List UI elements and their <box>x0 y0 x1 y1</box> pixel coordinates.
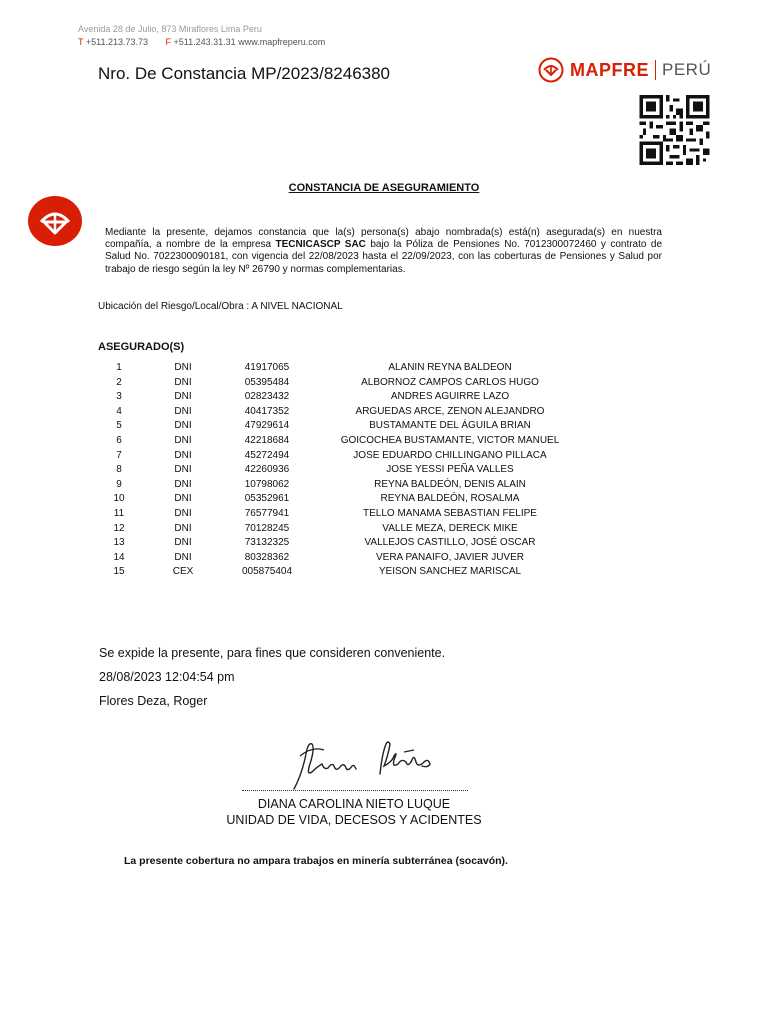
insured-name: VERA PANAIFO, JAVIER JUVER <box>376 551 524 563</box>
insured-number: 14 <box>113 551 125 563</box>
insured-row <box>0 420 768 435</box>
insured-name: REYNA BALDEÓN, DENIS ALAIN <box>374 478 526 490</box>
insured-row <box>0 508 768 523</box>
fax-prefix: F <box>165 37 172 47</box>
insured-doc-number: 73132325 <box>244 537 290 549</box>
insured-row <box>0 479 768 494</box>
insured-row <box>0 566 768 581</box>
paragraph-part2: bajo la Póliza de Pensiones No. 7012300072460 y contrato de Salud No. 7022300090181, con vigencia del 22/08/2023 hasta el 22/09/2023, con las coberturas de Pensiones y Salud por trabajo de riesgo según la ley Nº 26790 y normas complementarias. <box>105 239 663 275</box>
insured-number: 11 <box>113 508 125 519</box>
insured-doc-type: DNI <box>174 478 192 490</box>
insured-name: YEISON SANCHEZ MARISCAL <box>378 566 522 578</box>
signer-unit: UNIDAD DE VIDA, DECESOS Y ACIDENTES <box>226 813 482 827</box>
insured-number: 3 <box>116 391 122 403</box>
insured-name: BUSTAMANTE DEL ÁGUILA BRIAN <box>369 420 531 432</box>
insured-number: 13 <box>113 537 125 549</box>
insured-name: TELLO MANAMA SEBASTIAN FELIPE <box>363 508 537 519</box>
header-address: Avenida 28 de Julio, 873 Miraflores Lima Peru <box>78 24 262 34</box>
issue-datetime: 28/08/2023 12:04:54 pm <box>99 670 235 684</box>
insured-name: ANDRES AGUIRRE LAZO <box>390 391 510 403</box>
insured-number: 4 <box>116 405 122 417</box>
issue-statement: Se expide la presente, para fines que consideren conveniente. <box>99 646 446 660</box>
insured-doc-number: 41917065 <box>244 362 290 373</box>
insured-row <box>0 362 768 377</box>
logo-brand: MAPFRE <box>570 59 649 80</box>
insured-doc-number: 005875404 <box>241 566 293 578</box>
insured-doc-type: DNI <box>174 391 192 403</box>
insured-row <box>0 435 768 450</box>
insured-doc-number: 80328362 <box>244 551 290 563</box>
insured-doc-number: 47929614 <box>244 420 290 432</box>
insured-number: 10 <box>113 493 125 505</box>
insured-row <box>0 523 768 538</box>
mapfre-badge-icon <box>28 196 82 246</box>
intro-paragraph <box>105 227 662 276</box>
insured-row <box>0 406 768 421</box>
logo-separator <box>655 60 656 80</box>
insured-doc-number: 10798062 <box>244 478 290 490</box>
insured-row <box>0 537 768 552</box>
document-title: CONSTANCIA DE ASEGURAMIENTO <box>288 182 480 194</box>
insured-doc-number: 70128245 <box>244 522 290 534</box>
insured-name: GOICOCHEA BUSTAMANTE, VICTOR MANUEL <box>340 435 560 446</box>
insured-name: ALBORNOZ CAMPOS CARLOS HUGO <box>361 376 539 388</box>
insured-doc-number: 42218684 <box>244 435 290 446</box>
insured-doc-type: DNI <box>174 464 192 476</box>
insured-doc-type: DNI <box>174 508 192 519</box>
insured-doc-number: 76577941 <box>244 508 290 519</box>
company-name: TECNICASCP SAC <box>275 239 366 251</box>
insured-row <box>0 552 768 567</box>
phone-prefix: T <box>78 37 84 47</box>
signature-line <box>242 780 468 791</box>
paragraph-part1: Mediante la presente, dejamos constancia que la(s) persona(s) abajo nombrada(s) está(n) asegurada(s) en nuestra compañía, a nombre de la empresa <box>105 227 662 251</box>
insured-name: REYNA BALDEÓN, ROSALMA <box>380 493 520 505</box>
risk-location: Ubicación del Riesgo/Local/Obra : A NIVEL NACIONAL <box>98 301 343 312</box>
insured-name: VALLE MEZA, DERECK MIKE <box>382 522 518 534</box>
insured-doc-number: 45272494 <box>244 449 290 461</box>
insured-row <box>0 464 768 479</box>
mapfre-emblem-icon <box>538 57 564 83</box>
insured-row <box>0 377 768 392</box>
insured-number: 9 <box>116 478 122 490</box>
insured-name: JOSE EDUARDO CHILLINGANO PILLACA <box>353 449 547 461</box>
insured-row <box>0 450 768 465</box>
issuer-user: Flores Deza, Roger <box>99 694 208 708</box>
insured-number: 2 <box>116 376 122 388</box>
insured-doc-number: 42260936 <box>244 464 290 476</box>
insured-doc-number: 02823432 <box>244 391 290 403</box>
header-phones <box>78 37 325 47</box>
mapfre-logo-icon <box>538 56 718 84</box>
insured-row <box>0 493 768 508</box>
insured-doc-type: DNI <box>174 435 192 446</box>
insured-name: ARGUEDAS ARCE, ZENON ALEJANDRO <box>355 405 545 417</box>
insured-row <box>0 391 768 406</box>
insured-number: 6 <box>116 435 122 446</box>
insured-doc-type: DNI <box>174 362 192 373</box>
insured-number: 12 <box>113 522 125 534</box>
insured-number: 15 <box>113 566 125 578</box>
insured-doc-type: DNI <box>174 551 192 563</box>
insured-doc-type: DNI <box>174 537 192 549</box>
insured-doc-type: DNI <box>174 449 192 461</box>
insured-name: ALANIN REYNA BALDEON <box>388 362 512 373</box>
coverage-note: La presente cobertura no ampara trabajos en minería subterránea (socavón). <box>124 855 508 867</box>
insured-heading: ASEGURADO(S) <box>98 341 185 353</box>
insured-doc-type: DNI <box>174 493 192 505</box>
insured-doc-type: DNI <box>174 405 192 417</box>
insured-number: 1 <box>116 362 122 373</box>
signer-name: DIANA CAROLINA NIETO LUQUE <box>257 797 451 811</box>
insured-doc-type: DNI <box>174 376 192 388</box>
insured-doc-number: 05395484 <box>244 376 290 388</box>
constancia-number: Nro. De Constancia MP/2023/8246380 <box>98 64 391 83</box>
insured-number: 5 <box>116 420 122 432</box>
insured-doc-number: 40417352 <box>244 405 290 417</box>
qr-code-icon <box>638 95 711 165</box>
insured-name: VALLEJOS CASTILLO, JOSÉ OSCAR <box>364 537 536 549</box>
insured-doc-type: DNI <box>174 522 192 534</box>
insured-number: 7 <box>116 449 122 461</box>
phone-number: +511.213.73.73 <box>85 37 149 47</box>
logo-country: PERÚ <box>662 60 712 79</box>
fax-web: +511.243.31.31 www.mapfreperu.com <box>173 37 326 47</box>
insured-doc-type: DNI <box>174 420 192 432</box>
insured-doc-type: CEX <box>172 566 194 578</box>
insured-name: JOSE YESSI PEÑA VALLES <box>386 464 514 476</box>
insured-number: 8 <box>116 464 122 476</box>
insured-doc-number: 05352961 <box>244 493 290 505</box>
